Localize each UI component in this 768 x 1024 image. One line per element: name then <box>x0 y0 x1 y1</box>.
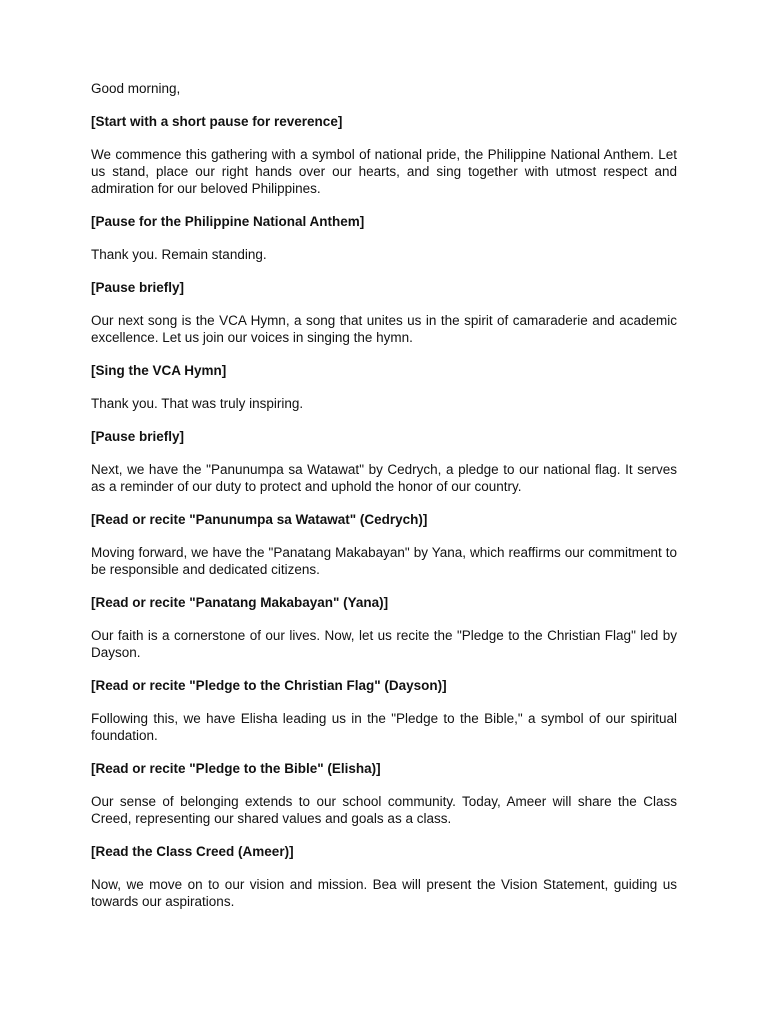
stage-direction: [Pause briefly] <box>91 429 185 444</box>
script-paragraph: We commence this gathering with a symbol of national pride, the Philippine National Anthem. Let us stand, place our right hands over our hearts, and sing together with utmost respect and admiration for our beloved Philippines. <box>91 147 677 196</box>
script-paragraph: Our sense of belonging extends to our school community. Today, Ameer will share the Class Creed, representing our shared values and goals as a class. <box>91 794 677 826</box>
stage-direction: [Pause briefly] <box>91 280 185 295</box>
stage-direction: [Read or recite "Pledge to the Christian Flag" (Dayson)] <box>91 678 447 693</box>
stage-direction: [Read or recite "Panatang Makabayan" (Yana)] <box>91 595 389 610</box>
script-paragraph: Now, we move on to our vision and mission. Bea will present the Vision Statement, guiding us towards our aspirations. <box>91 877 677 909</box>
script-paragraph: Our faith is a cornerstone of our lives. Now, let us recite the "Pledge to the Christian Flag" led by Dayson. <box>91 628 677 660</box>
stage-direction: [Pause for the Philippine National Anthem] <box>91 214 365 229</box>
stage-direction: [Start with a short pause for reverence] <box>91 114 343 129</box>
stage-direction: [Read or recite "Panunumpa sa Watawat" (Cedrych)] <box>91 512 428 527</box>
script-paragraph: Moving forward, we have the "Panatang Makabayan" by Yana, which reaffirms our commitment to be responsible and dedicated citizens. <box>91 545 677 577</box>
script-paragraph: Thank you. Remain standing. <box>91 247 267 262</box>
greeting-text: Good morning, <box>91 81 181 96</box>
script-paragraph: Following this, we have Elisha leading us in the "Pledge to the Bible," a symbol of our spiritual foundation. <box>91 711 677 743</box>
document-page <box>91 80 677 926</box>
stage-direction: [Read the Class Creed (Ameer)] <box>91 844 294 859</box>
stage-direction: [Sing the VCA Hymn] <box>91 363 227 378</box>
script-paragraph: Our next song is the VCA Hymn, a song that unites us in the spirit of camaraderie and academic excellence. Let us join our voices in singing the hymn. <box>91 313 677 345</box>
stage-direction: [Read or recite "Pledge to the Bible" (Elisha)] <box>91 761 381 776</box>
script-paragraph: Next, we have the "Panunumpa sa Watawat" by Cedrych, a pledge to our national flag. It serves as a reminder of our duty to protect and uphold the honor of our country. <box>91 462 677 494</box>
script-paragraph: Thank you. That was truly inspiring. <box>91 396 304 411</box>
script-body <box>91 113 677 910</box>
